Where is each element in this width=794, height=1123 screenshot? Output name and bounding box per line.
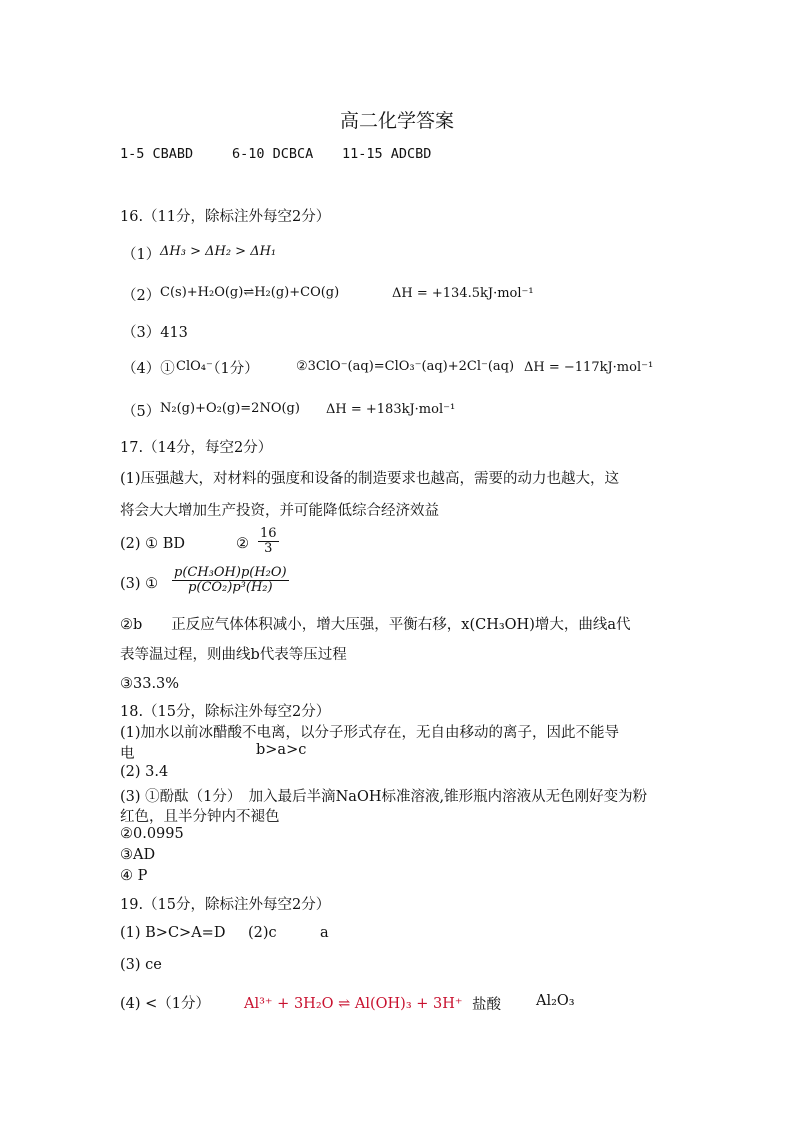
q16-answer-4b-equation: ②3ClO⁻(aq)=ClO₃⁻(aq)+2Cl⁻(aq) xyxy=(296,359,515,374)
q19-answer-4-equation: Al³⁺ + 3H₂O ⇌ Al(OH)₃ + 3H⁺ xyxy=(244,996,463,1012)
fraction-denominator: p(CO₂)p³(H₂) xyxy=(188,579,273,595)
q16-answer-4a: ClO₄⁻ xyxy=(176,359,213,374)
q17-heading: 17.（14分，每空2分） xyxy=(120,440,273,456)
mc-answers-6-10: 6-10 DCBCA xyxy=(232,146,314,162)
q16-answer-3: （3）413 xyxy=(122,325,188,341)
q16-answer-1: ΔH₃ > ΔH₂ > ΔH₁ xyxy=(160,244,277,259)
q17-answer-3-fraction xyxy=(172,566,289,594)
q16-answer-2-equation: C(s)+H₂O(g)⇌H₂(g)+CO(g) xyxy=(160,285,340,300)
q18-answer-3-line2: 红色，且半分钟内不褪色 xyxy=(120,809,280,825)
q17-answer-5: ③33.3% xyxy=(120,676,180,692)
q19-answer-3: (3) ce xyxy=(120,957,162,973)
q17-answer-4-line2: 表等温过程，则曲线b代表等压过程 xyxy=(120,647,347,663)
mc-answers-1-5: 1-5 CBABD xyxy=(120,146,194,162)
q16-answer-4a-note: （1分） xyxy=(206,361,259,377)
fraction-numerator: p(CH₃OH)p(H₂O) xyxy=(174,565,287,580)
q17-answer-3-label: (3) ① xyxy=(120,576,159,592)
q16-answer-4b-enthalpy: ΔH = −117kJ·mol⁻¹ xyxy=(524,360,654,375)
q18-answer-1-line2b: b>a>c xyxy=(256,742,307,758)
page-title: 高二化学答案 xyxy=(339,110,454,132)
q16-answer-2-enthalpy: ΔH = +134.5kJ·mol⁻¹ xyxy=(392,286,534,301)
q19-answer-2a: (2)c xyxy=(248,925,277,941)
q18-answer-2: (2) 3.4 xyxy=(120,764,169,780)
q19-answer-1: (1) B>C>A=D xyxy=(120,925,226,941)
fraction-denominator: 3 xyxy=(264,540,273,556)
q19-answer-4-label: (4) <（1分） xyxy=(120,996,211,1012)
q16-answer-2-label: （2） xyxy=(122,288,161,304)
q16-answer-5-equation: N₂(g)+O₂(g)=2NO(g) xyxy=(160,401,300,416)
q17-answer-2b-fraction xyxy=(258,527,279,555)
q17-answer-2-label: (2) ① BD xyxy=(120,536,186,552)
q19-answer-2b: a xyxy=(320,925,329,941)
q18-answer-3-line1: (3) ①酚酞（1分） 加入最后半滴NaOH标准溶液,锥形瓶内溶液从无色刚好变为粉 xyxy=(120,789,648,805)
q17-answer-4-line1: ②b 正反应气体体积减小，增大压强，平衡右移，x(CH₃OH)增大，曲线a代 xyxy=(120,617,631,633)
q16-answer-1-label: （1） xyxy=(122,247,161,263)
q18-answer-1-line2a: 电 xyxy=(120,746,135,762)
q17-answer-1-line2: 将会大大增加生产投资，并可能降低综合经济效益 xyxy=(120,503,439,519)
q17-answer-2b-label: ② xyxy=(236,536,249,552)
q18-heading: 18.（15分，除标注外每空2分） xyxy=(120,704,331,720)
q16-answer-5-label: （5） xyxy=(122,404,161,420)
q18-answer-4: ②0.0995 xyxy=(120,826,184,842)
fraction-numerator: 16 xyxy=(260,526,277,541)
q19-answer-4-acid: 盐酸 xyxy=(472,997,501,1013)
q19-answer-4-product: Al₂O₃ xyxy=(536,993,575,1009)
q19-heading: 19.（15分，除标注外每空2分） xyxy=(120,897,331,913)
q17-answer-1-line1: (1)压强越大，对材料的强度和设备的制造要求也越高，需要的动力也越大，这 xyxy=(120,471,620,487)
q18-answer-6: ④ P xyxy=(120,868,148,884)
mc-answers-11-15: 11-15 ADCBD xyxy=(342,146,432,162)
q18-answer-5: ③AD xyxy=(120,847,156,863)
q16-heading: 16.（11分，除标注外每空2分） xyxy=(120,209,331,225)
q18-answer-1-line1: (1)加水以前冰醋酸不电离，以分子形式存在，无自由移动的离子，因此不能导 xyxy=(120,725,620,741)
q16-answer-5-enthalpy: ΔH = +183kJ·mol⁻¹ xyxy=(326,402,456,417)
q16-answer-4-label: （4）① xyxy=(122,361,175,377)
